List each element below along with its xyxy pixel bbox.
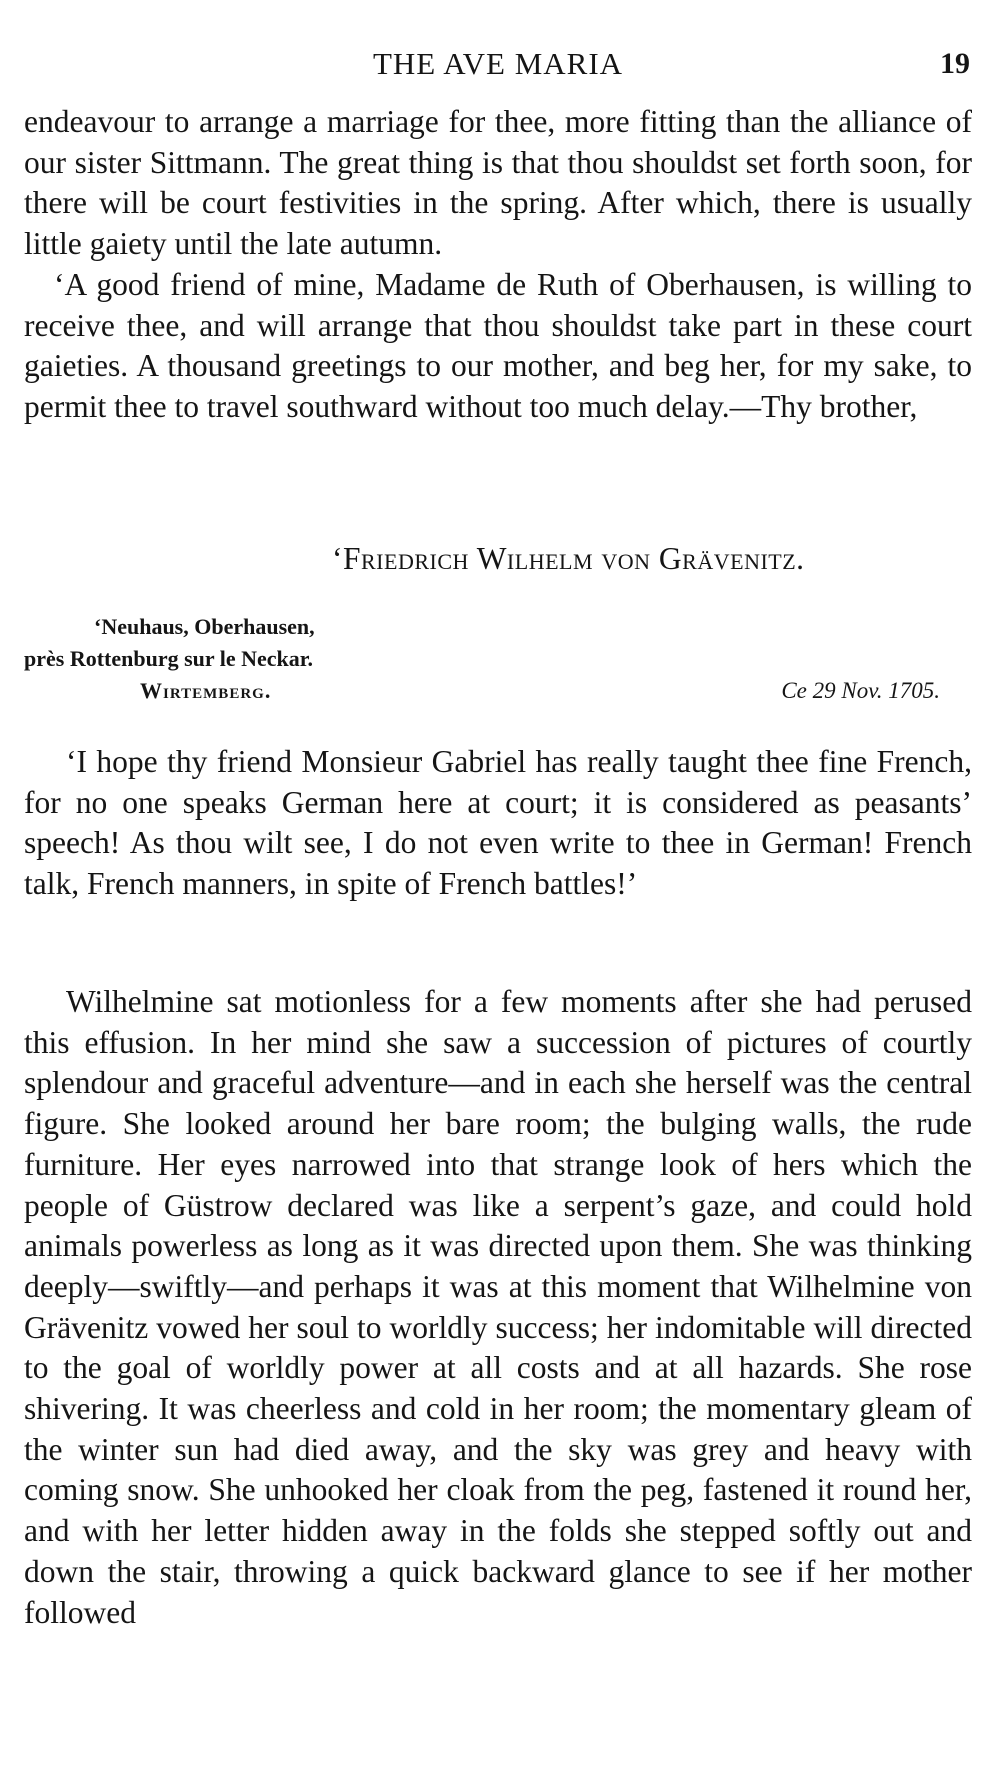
dateline-address-line-1: ‘Neuhaus, Oberhausen, — [94, 614, 315, 639]
running-title: THE AVE MARIA — [372, 46, 624, 81]
letter-text — [24, 102, 972, 428]
letter-paragraph-1: endeavour to arrange a marriage for thee, more fitting than the alliance of our sister Sittmann. The great thing is that thou shouldst set forth soon, for there will be court festivities in the spring. After which, there is usually little gaiety until the late autumn. — [24, 104, 972, 262]
dateline-address-line-3: Wirtemberg. — [140, 678, 272, 703]
postscript-paragraph: ‘I hope thy friend Monsieur Gabriel has really taught thee fine French, for no one speaks German here at court; it is considered as peasants’ speech! As thou wilt see, I do not even write to thee in German! French talk, French manners, in spite of French battles!’ — [24, 744, 972, 902]
narrative-block — [24, 982, 972, 1633]
page-number: 19 — [940, 47, 970, 80]
letter-signature: ‘Friedrich Wilhelm von Grävenitz. — [332, 541, 805, 576]
dateline-address-line-2: près Rottenburg sur le Neckar. — [24, 646, 314, 671]
postscript-block — [24, 742, 972, 905]
dateline-date: Ce 29 Nov. 1705. — [781, 678, 940, 703]
running-head — [24, 44, 972, 84]
letter-paragraph-2: ‘A good friend of mine, Madame de Ruth of Oberhausen, is willing to receive thee, and will arrange that thou shouldst take part in these court gaieties. A thousand greetings to our mother, and beg her, for my sake, to permit thee to travel southward without too much delay.—Thy brother, — [24, 266, 972, 424]
narrative-paragraph: Wilhelmine sat motionless for a few moments after she had perused this effusion. In her mind she saw a succession of pictures of courtly splendour and graceful adventure—and in each she herself was the central figure. She looked around her bare room; the bulging walls, the rude furniture. Her eyes narrowed into that strange look of hers which the people of Güstrow declared was like a serpent’s gaze, and could hold animals powerless as long as it was directed upon them. She was thinking deeply—swiftly—and perhaps it was at this moment that Wilhelmine von Grävenitz vowed her soul to worldly success; her indomitable will directed to the goal of worldly power at all costs and at all hazards. She rose shivering. It was cheerless and cold in her room; the momentary gleam of the winter sun had died away, and the sky was grey and heavy with coming snow. She unhooked her cloak from the peg, fastened it round her, and with her letter hidden away in the folds she stepped softly out and down the stair, throwing a quick backward glance to see if her mother followed — [24, 984, 972, 1630]
